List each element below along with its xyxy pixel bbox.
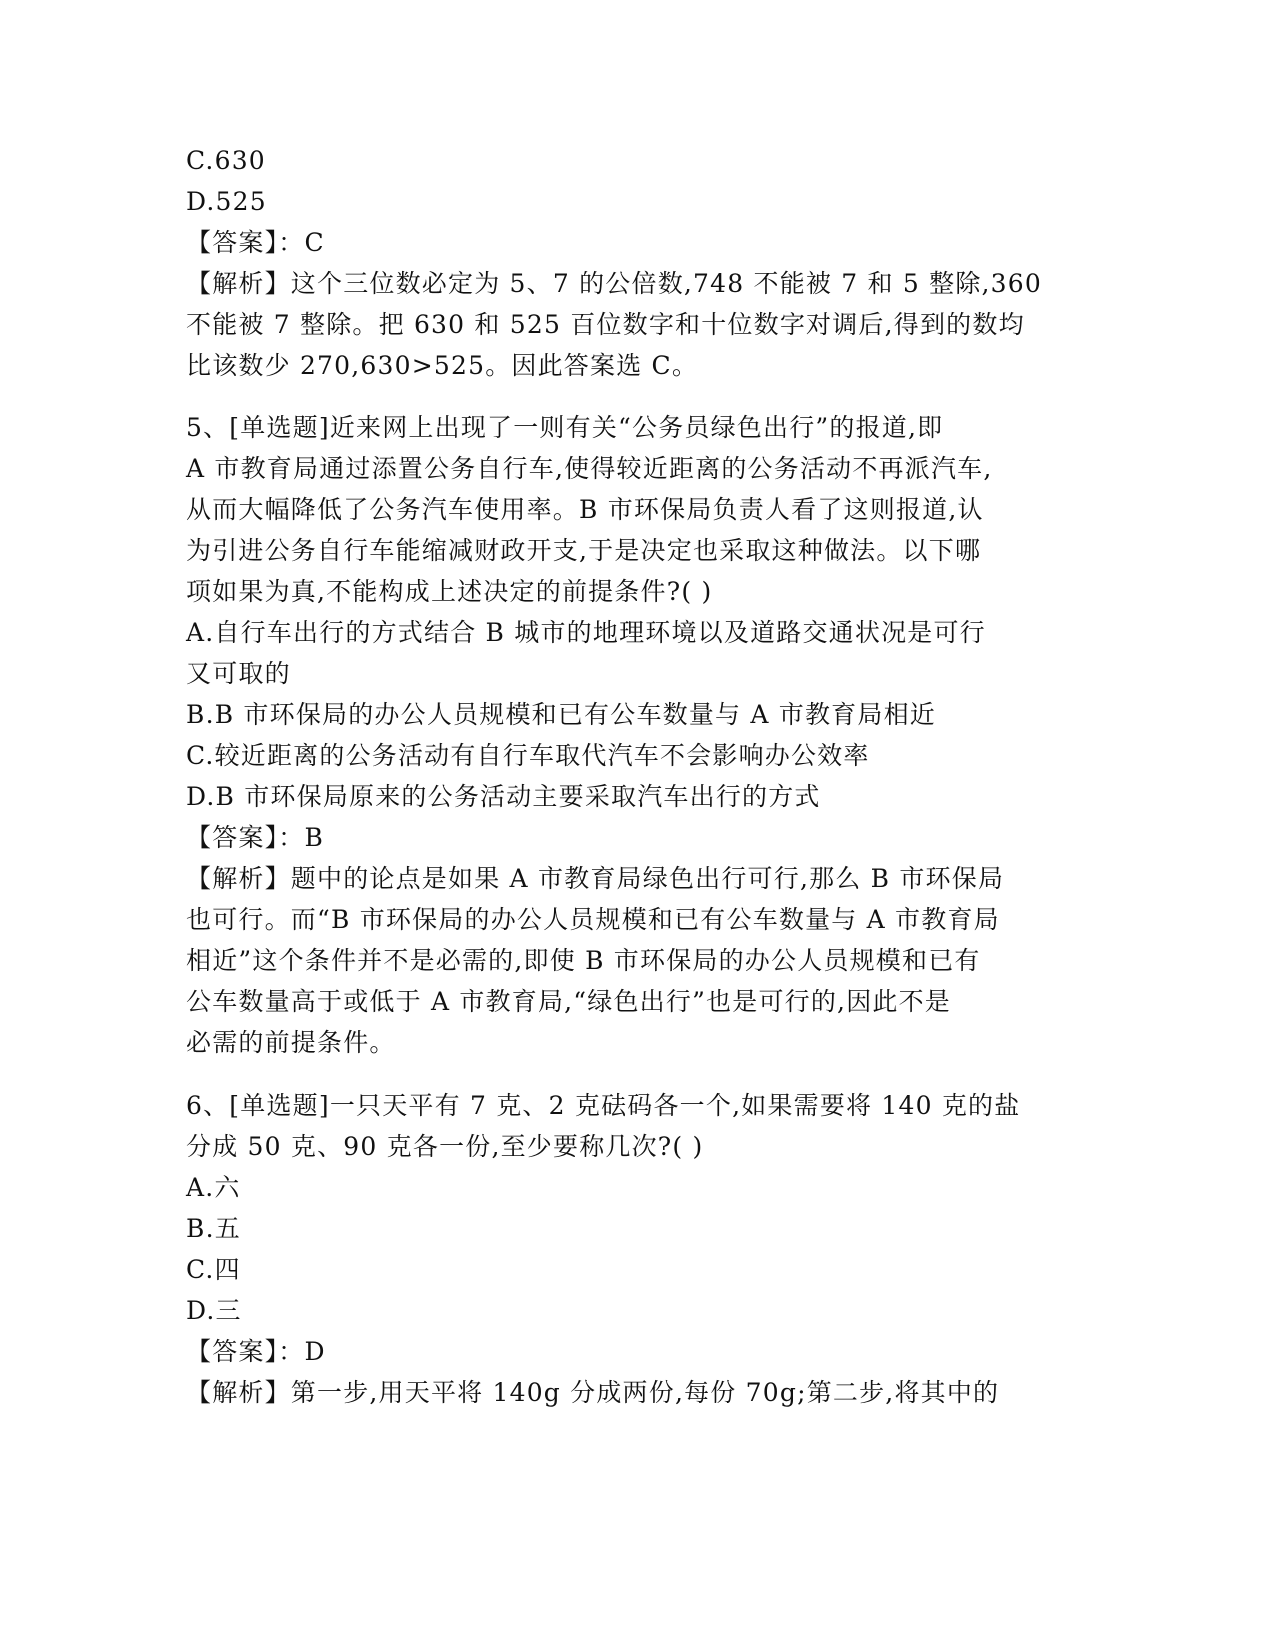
q5-option-c: C.较近距离的公务活动有自行车取代汽车不会影响办公效率: [186, 741, 870, 770]
q6-stem-line-2: 分成 50 克、90 克各一份,至少要称几次?( ): [186, 1132, 704, 1161]
q5-option-a-line-2: 又可取的: [186, 659, 291, 688]
q4-analysis-line-1: 【解析】这个三位数必定为 5、7 的公倍数,748 不能被 7 和 5 整除,360: [186, 269, 1042, 298]
q5-analysis-line-2: 也可行。而“B 市环保局的办公人员规模和已有公车数量与 A 市教育局: [186, 905, 1000, 934]
q6-option-b: B.五: [186, 1214, 241, 1243]
q6-analysis-line-1: 【解析】第一步,用天平将 140g 分成两份,每份 70g;第二步,将其中的: [186, 1378, 1000, 1407]
q5-analysis-line-1: 【解析】题中的论点是如果 A 市教育局绿色出行可行,那么 B 市环保局: [186, 864, 1005, 893]
q4-analysis-line-3: 比该数少 270,630>525。因此答案选 C。: [186, 351, 699, 380]
q5-stem-line-5: 项如果为真,不能构成上述决定的前提条件?( ): [186, 577, 713, 606]
q5-option-b: B.B 市环保局的办公人员规模和已有公车数量与 A 市教育局相近: [186, 700, 936, 729]
q5-analysis-line-5: 必需的前提条件。: [186, 1028, 396, 1057]
q4-analysis-line-2: 不能被 7 整除。把 630 和 525 百位数字和十位数字对调后,得到的数均: [186, 310, 1025, 339]
q5-stem-line-2: A 市教育局通过添置公务自行车,使得较近距离的公务活动不再派汽车,: [186, 454, 993, 483]
q6-stem-line-1: 6、[单选题]一只天平有 7 克、2 克砝码各一个,如果需要将 140 克的盐: [186, 1091, 1021, 1120]
q6-option-c: C.四: [186, 1255, 241, 1284]
q4-answer: 【答案】：C: [186, 228, 325, 257]
q5-analysis-line-3: 相近”这个条件并不是必需的,即使 B 市环保局的办公人员规模和已有: [186, 946, 981, 975]
q5-option-a-line-1: A.自行车出行的方式结合 B 城市的地理环境以及道路交通状况是可行: [186, 618, 986, 647]
q5-answer: 【答案】：B: [186, 823, 325, 852]
q5-stem-line-1: 5、[单选题]近来网上出现了一则有关“公务员绿色出行”的报道,即: [186, 413, 944, 442]
q5-option-d: D.B 市环保局原来的公务活动主要采取汽车出行的方式: [186, 782, 821, 811]
q6-option-a: A.六: [186, 1173, 241, 1202]
q5-analysis-line-4: 公车数量高于或低于 A 市教育局,“绿色出行”也是可行的,因此不是: [186, 987, 952, 1016]
q6-answer: 【答案】：D: [186, 1337, 326, 1366]
q5-stem-line-4: 为引进公务自行车能缩减财政开支,于是决定也采取这种做法。以下哪: [186, 536, 982, 565]
q4-option-d: D.525: [186, 187, 267, 216]
q5-stem-line-3: 从而大幅降低了公务汽车使用率。B 市环保局负责人看了这则报道,认: [186, 495, 984, 524]
q4-option-c: C.630: [186, 146, 266, 175]
q6-option-d: D.三: [186, 1296, 242, 1325]
